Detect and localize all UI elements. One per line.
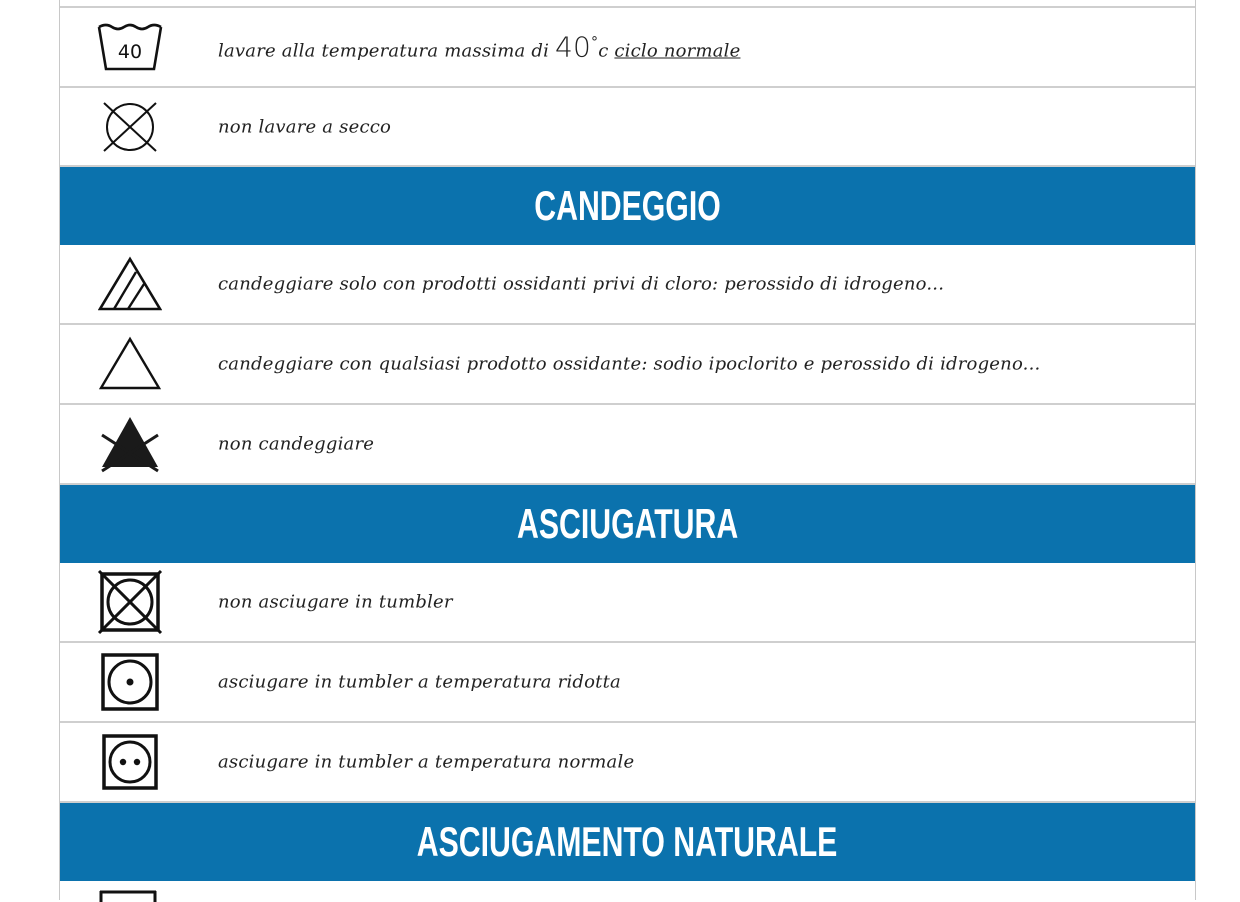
tumble-dry-normal-icon (94, 731, 166, 793)
non-chlorine-bleach-icon (94, 253, 166, 315)
care-label-sheet (59, 0, 1196, 900)
row-no-dry-clean (60, 88, 1195, 167)
line-dry-icon-partial (98, 890, 158, 902)
section-asciugamento-naturale (60, 803, 1195, 881)
tumble-low-label: asciugare in tumbler a temperatura ridotta (218, 671, 621, 693)
section-asciugatura-title: ASCIUGATURA (516, 500, 739, 547)
row-no-bleach (60, 405, 1195, 485)
wash-40-prefix: lavare alla temperatura massima di (218, 40, 550, 62)
row-wash-40 (60, 8, 1195, 88)
section-asciugatura (60, 485, 1195, 563)
row-no-tumble (60, 563, 1195, 643)
row-tumble-normal (60, 723, 1195, 803)
no-dry-clean-label: non lavare a secco (218, 116, 392, 137)
wash-40-icon (94, 16, 166, 78)
no-dry-clean-icon (94, 96, 166, 158)
section-candeggio (60, 167, 1195, 245)
partial-row-top (60, 0, 1195, 8)
no-tumble-label: non asciugare in tumbler (218, 591, 453, 613)
row-bleach-oxygen-only (60, 245, 1195, 325)
row-bleach-any (60, 325, 1195, 405)
bleach-allowed-icon (94, 333, 166, 395)
section-asciugamento-naturale-title: ASCIUGAMENTO NATURALE (417, 818, 838, 865)
tumble-dry-low-icon (94, 651, 166, 713)
no-tumble-dry-icon (94, 571, 166, 633)
wash-40-unit: c (598, 40, 609, 62)
wash-40-temp: 40 (554, 30, 591, 64)
no-bleach-label: non candeggiare (218, 433, 375, 455)
bleach-any-label: candeggiare con qualsiasi prodotto ossidante: sodio ipoclorito e perossido di idrogeno... (218, 353, 1041, 375)
wash-40-label: lavare alla temperatura massima di 40°c ciclo normale (218, 30, 741, 64)
row-partial-bottom (60, 881, 1195, 900)
wash-temp-text: 40 (117, 41, 143, 63)
wash-40-cycle: ciclo normale (614, 40, 741, 62)
section-candeggio-title: CANDEGGIO (534, 182, 721, 229)
no-bleach-icon (94, 413, 166, 475)
tumble-normal-label: asciugare in tumbler a temperatura normale (218, 751, 635, 773)
bleach-oxygen-only-label: candeggiare solo con prodotti ossidanti privi di cloro: perossido di idrogeno... (218, 273, 945, 295)
row-tumble-low (60, 643, 1195, 723)
